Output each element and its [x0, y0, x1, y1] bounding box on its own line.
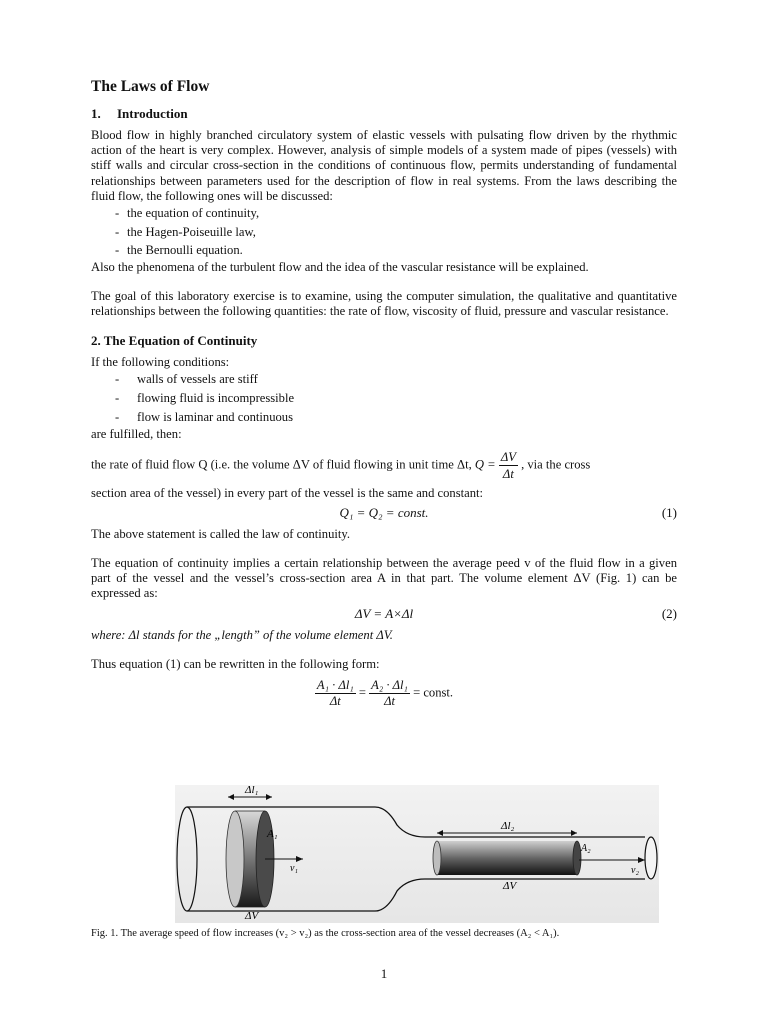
where-text: where: Δl stands for the „length” of the volume element ΔV.: [91, 627, 393, 642]
list-item: - the Hagen-Poiseuille law,: [115, 223, 677, 242]
section-1-number: 1.: [91, 106, 101, 121]
equation-3-fraction-1: [315, 678, 356, 709]
flow-rate-text-c: section area of the vessel) in every part of the vessel is the same and constant:: [91, 485, 484, 500]
flow-rate-fraction: [499, 449, 518, 482]
vessel-outlet: [645, 837, 657, 879]
conditions-list: [91, 370, 677, 427]
volume-element-left-face: [226, 811, 244, 907]
dv-left-label: ΔV: [245, 910, 259, 922]
equation-2-row: [91, 602, 677, 628]
list-item: - the equation of continuity,: [115, 204, 677, 223]
equation-3-tail: = const.: [413, 685, 454, 700]
section-1-title: Introduction: [117, 106, 188, 121]
section-2-heading: 2. The Equation of Continuity: [91, 333, 258, 349]
flow-rate-definition: [91, 449, 677, 482]
dv-right-label: ΔV: [503, 880, 517, 892]
rewrite-text: Thus equation (1) can be rewritten in the following form:: [91, 656, 380, 671]
section-1-heading: [91, 106, 677, 122]
volume-element-right-back: [573, 841, 581, 875]
fraction-denominator: Δt: [329, 693, 341, 708]
page-number: 1: [380, 966, 388, 981]
a1-label: A₁: [267, 828, 278, 840]
volume-element-right: [437, 841, 577, 875]
page-content: [91, 78, 677, 709]
equation-1-number: (1): [661, 504, 677, 520]
flow-rate-text-a: the rate of fluid flow Q (i.e. the volume ΔV of fluid flowing in unit time Δt,: [91, 456, 472, 471]
equation-1-row: [91, 501, 677, 527]
fraction-numerator: ΔV: [500, 449, 516, 464]
equation-3: $\frac{\text{A₁ · Δl₁}}{\Delta t}$ = $\frac{\text{A₂ · Δl₁}}{\Delta t}$ = const.: [316, 677, 454, 708]
dl2-label: Δl₂: [501, 820, 515, 832]
dl1-label: Δl₁: [245, 785, 259, 796]
volume-element-right-face: [433, 841, 441, 875]
vessel-figure: [175, 785, 659, 923]
fraction-numerator: A₂ · Δl₁: [371, 677, 408, 692]
equation-1: Q₁ = Q₂ = const.: [339, 504, 429, 520]
continuity-law-text: The above statement is called the law of continuity.: [91, 526, 351, 541]
equation-3-fraction-2: [369, 678, 410, 709]
equation-2: ΔV = A×Δl: [354, 605, 414, 621]
intro-paragraph: Blood flow in highly branched circulatory system of elastic vessels with pulsating flow driven by the rhythmic action of the heart is very complex. However, analysis of simple models of a system made of pipes (vessels) with stiff walls and circular cross-section in the conditions of continuous flow, permits understanding of fundamental relationships between parameters used for the description of flow in real systems. From the laws describing the fluid flow, the following ones will be discussed:: [91, 128, 677, 203]
conditions-intro: If the following conditions:: [91, 355, 230, 370]
fraction-numerator: A₁ · Δl₁: [316, 677, 354, 692]
fraction-denominator: Δt: [384, 693, 395, 708]
page-title: The Laws of Flow: [91, 78, 210, 95]
flow-rate-q: Q =: [474, 456, 496, 471]
list-item: - the Bernoulli equation.: [115, 241, 677, 260]
fulfilled-text: are fulfilled, then:: [91, 427, 182, 442]
a2-label: A₂: [581, 843, 591, 854]
figure-caption: Fig. 1. The average speed of flow increases (v₂ > v₂) as the cross-section area of the vessel decreases (A₂ < A₁).: [91, 928, 560, 939]
list-item: - flowing fluid is incompressible: [115, 389, 677, 408]
laws-list: [91, 204, 677, 260]
speed-paragraph: The equation of continuity implies a certain relationship between the average peed v of the fluid flow in a given part of the vessel and the vessel’s cross-section area A in that part. The volume element ΔV (Fig. 1) can be expressed as:: [91, 555, 677, 601]
flow-rate-text-b: , via the cross: [521, 456, 591, 471]
v2-label: v₂: [631, 865, 639, 876]
turbulent-paragraph: Also the phenomena of the turbulent flow and the idea of the vascular resistance will be explained.: [91, 259, 589, 274]
list-item: - walls of vessels are stiff: [115, 370, 677, 389]
list-item: - flow is laminar and continuous: [115, 408, 677, 427]
equation-2-number: (2): [661, 605, 677, 621]
v1-label: v₁: [290, 863, 298, 874]
fraction-denominator: Δt: [502, 466, 514, 481]
goal-paragraph: The goal of this laboratory exercise is to examine, using the computer simulation, the qualitative and quantitative relationships between the following quantities: the rate of flow, viscosity of fluid, pressure and vascular resistance.: [91, 288, 677, 318]
